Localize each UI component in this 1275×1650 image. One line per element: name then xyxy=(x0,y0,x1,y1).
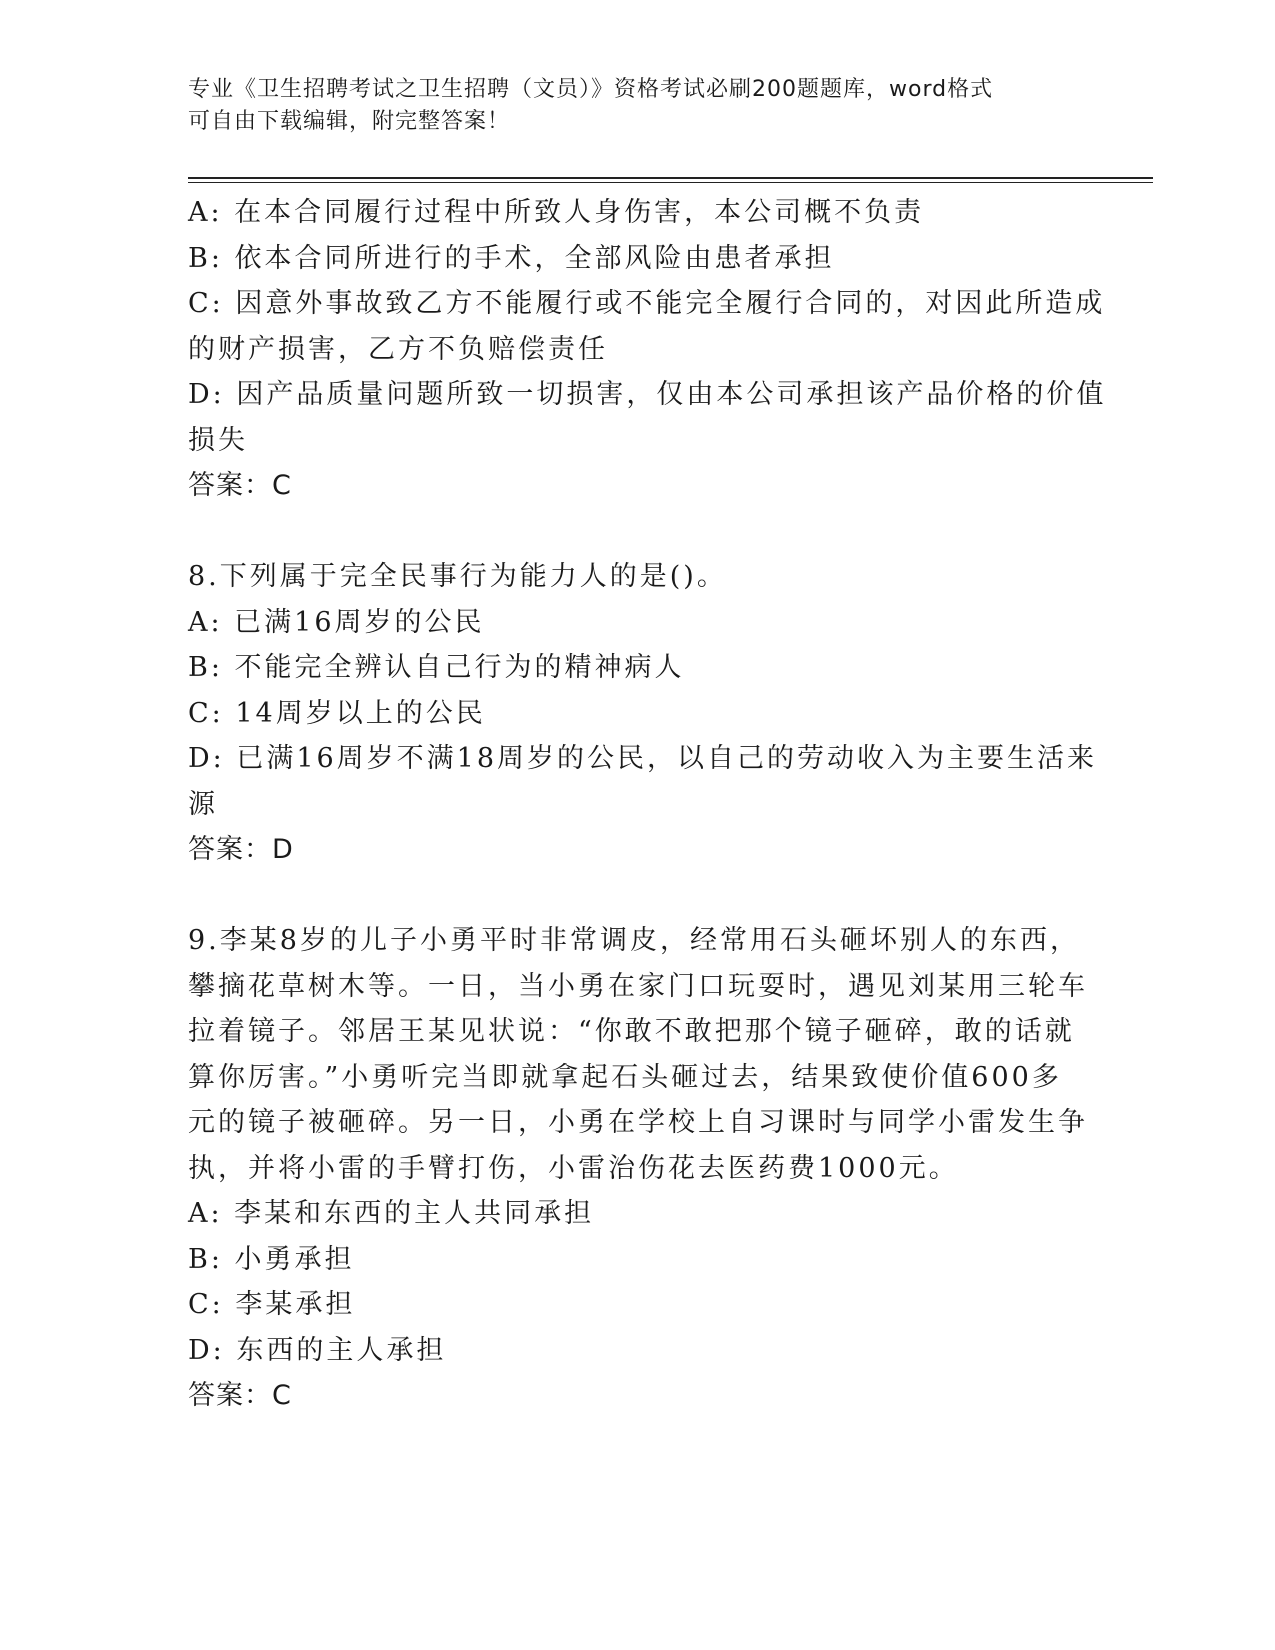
option-c: C: 14周岁以上的公民 xyxy=(188,697,486,729)
option-c-line-2: 的财产损害，乙方不负赔偿责任 xyxy=(188,333,608,365)
option-d-line-1: D: 因产品质量问题所致一切损害，仅由本公司承担该产品价格的价值 xyxy=(188,379,1107,410)
question-9 xyxy=(188,918,1088,1419)
header-title-line-2: 可自由下载编辑，附完整答案！ xyxy=(188,109,511,134)
question-text-line-5: 元的镜子被砸碎。另一日，小勇在学校上自习课时与同学小雷发生争 xyxy=(188,1107,1088,1138)
option-d-line-2: 源 xyxy=(188,788,218,820)
question-text-line-3: 拉着镜子。邻居王某见状说：“你敢不敢把那个镜子砸碎，敢的话就 xyxy=(188,1016,1075,1047)
option-d-line-2: 损失 xyxy=(188,424,248,456)
option-b: B: 不能完全辨认自己行为的精神病人 xyxy=(188,652,685,683)
answer: 答案：C xyxy=(188,1380,292,1411)
header-divider-thick xyxy=(188,177,1153,179)
header-divider-thin xyxy=(188,182,1153,183)
question-8 xyxy=(188,554,1098,873)
option-d: D: 东西的主人承担 xyxy=(188,1334,447,1366)
question-7 xyxy=(188,190,1107,509)
option-b: B: 小勇承担 xyxy=(188,1243,355,1275)
question-text: 8.下列属于完全民事行为能力人的是()。 xyxy=(188,561,727,592)
question-text-line-2: 攀摘花草树木等。一日，当小勇在家门口玩耍时，遇见刘某用三轮车 xyxy=(188,970,1088,1002)
question-text-line-6: 执，并将小雷的手臂打伤，小雷治伤花去医药费1000元。 xyxy=(188,1152,959,1184)
option-a: A: 李某和东西的主人共同承担 xyxy=(188,1198,595,1229)
answer: 答案：C xyxy=(188,470,292,501)
answer: 答案：D xyxy=(188,834,294,865)
option-b: B: 依本合同所进行的手术，全部风险由患者承担 xyxy=(188,242,835,274)
option-c-line-1: C: 因意外事故致乙方不能履行或不能完全履行合同的，对因此所造成 xyxy=(188,288,1106,319)
question-text-line-1: 9.李某8岁的儿子小勇平时非常调皮，经常用石头砸坏别人的东西， xyxy=(188,925,1080,956)
option-d-line-1: D: 已满16周岁不满18周岁的公民，以自己的劳动收入为主要生活来 xyxy=(188,743,1098,774)
option-a: A: 已满16周岁的公民 xyxy=(188,606,485,638)
document-body xyxy=(188,190,1107,1419)
header-title-line-1: 专业《卫生招聘考试之卫生招聘（文员）》资格考试必刷200题题库，word格式 xyxy=(188,77,994,102)
document-header xyxy=(188,74,1068,138)
question-text-line-4: 算你厉害。”小勇听完当即就拿起石头砸过去，结果致使价值600多 xyxy=(188,1061,1062,1093)
option-c: C: 李某承担 xyxy=(188,1289,356,1320)
option-a: A: 在本合同履行过程中所致人身伤害，本公司概不负责 xyxy=(188,197,925,228)
